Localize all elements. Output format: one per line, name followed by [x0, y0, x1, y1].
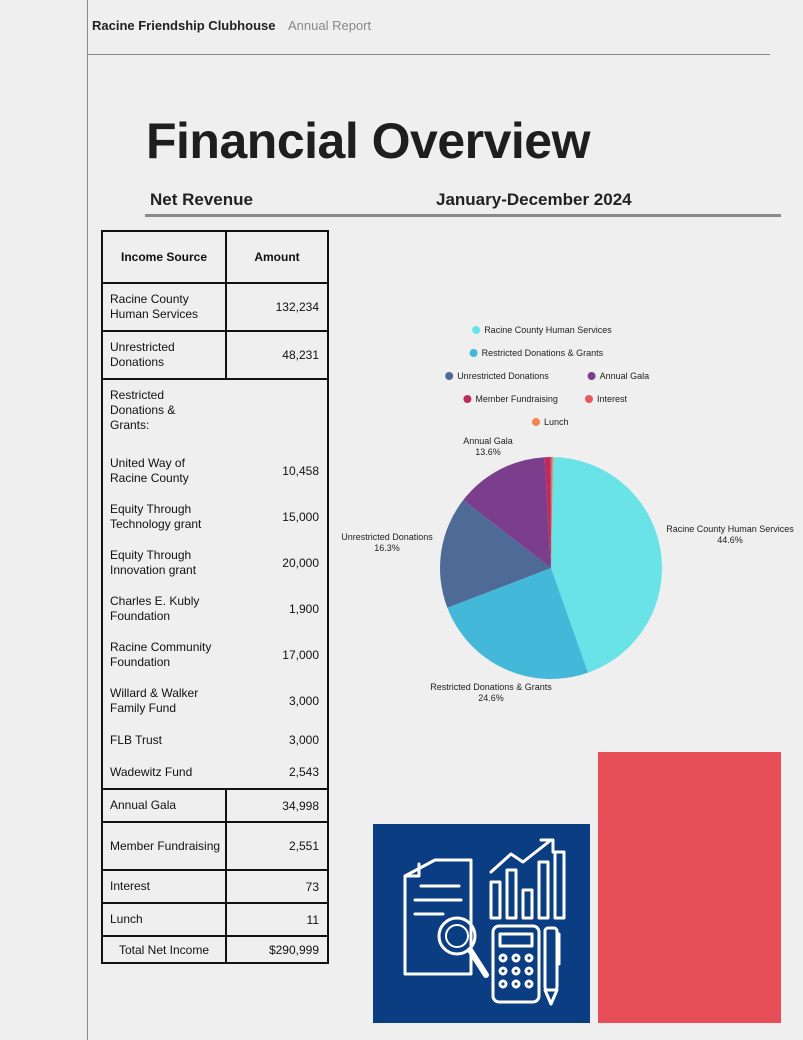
source-cell: Equity Through Innovation grant: [102, 540, 226, 586]
revenue-pie-chart: [330, 318, 803, 718]
source-cell: Racine County Human Services: [102, 283, 226, 331]
amount-cell: 3,000: [226, 724, 328, 756]
legend-marker: [588, 372, 596, 380]
table-row: [102, 632, 328, 678]
total-amount: $290,999: [226, 936, 328, 963]
amount-cell: 73: [226, 870, 328, 903]
legend-label: Racine County Human Services: [484, 325, 612, 335]
legend-label: Member Fundraising: [475, 394, 558, 404]
amount-cell: 3,000: [226, 678, 328, 724]
slice-label-name: Annual Gala: [463, 436, 513, 446]
legend-marker: [585, 395, 593, 403]
income-table: [101, 230, 329, 964]
slice-label-name: Racine County Human Services: [666, 524, 794, 534]
section-title: Net Revenue: [150, 190, 253, 209]
table-header-row: [102, 231, 328, 283]
table-row: [102, 448, 328, 494]
source-cell: Charles E. Kubly Foundation: [102, 586, 226, 632]
slice-label-percent: 24.6%: [478, 693, 504, 703]
source-cell: Racine Community Foundation: [102, 632, 226, 678]
legend-label: Lunch: [544, 417, 569, 427]
amount-cell: 20,000: [226, 540, 328, 586]
column-header-source: Income Source: [102, 231, 226, 283]
legend-marker: [445, 372, 453, 380]
total-row: [102, 936, 328, 963]
legend-label: Annual Gala: [599, 371, 650, 381]
table-row: [102, 789, 328, 822]
restricted-heading-cell: [102, 379, 328, 448]
amount-cell: 48,231: [226, 331, 328, 379]
legend-marker: [472, 326, 480, 334]
source-cell: Interest: [102, 870, 226, 903]
table-row: [102, 903, 328, 936]
amount-cell: 2,551: [226, 822, 328, 870]
header-divider: [87, 54, 770, 55]
report-analytics-icon: [373, 824, 590, 1023]
legend-label: Restricted Donations & Grants: [481, 348, 604, 358]
legend-label: Interest: [597, 394, 628, 404]
slice-label-name: Unrestricted Donations: [341, 532, 433, 542]
table-row: [102, 822, 328, 870]
table-row: [102, 379, 328, 448]
table-row: [102, 586, 328, 632]
slice-label-name: Restricted Donations & Grants: [430, 682, 552, 692]
amount-cell: 11: [226, 903, 328, 936]
table-row: [102, 724, 328, 756]
legend-marker: [463, 395, 471, 403]
amount-cell: 15,000: [226, 494, 328, 540]
legend-marker: [470, 349, 478, 357]
source-cell: Lunch: [102, 903, 226, 936]
section-divider: [145, 214, 781, 217]
source-cell: Unrestricted Donations: [102, 331, 226, 379]
table-row: [102, 540, 328, 586]
total-label: Total Net Income: [102, 936, 226, 963]
source-cell: Equity Through Technology grant: [102, 494, 226, 540]
source-cell: FLB Trust: [102, 724, 226, 756]
margin-rule: [87, 0, 88, 1040]
page-title: Financial Overview: [146, 113, 590, 169]
table-row: [102, 283, 328, 331]
amount-cell: 2,543: [226, 756, 328, 789]
source-cell: Wadewitz Fund: [102, 756, 226, 789]
decorative-red-block: [598, 752, 781, 1023]
source-cell: United Way of Racine County: [102, 448, 226, 494]
slice-label-percent: 16.3%: [374, 543, 400, 553]
amount-cell: 17,000: [226, 632, 328, 678]
restricted-heading: Restricted Donations & Grants:: [110, 388, 176, 432]
legend-marker: [532, 418, 540, 426]
table-row: [102, 331, 328, 379]
legend-label: Unrestricted Donations: [457, 371, 549, 381]
amount-cell: 132,234: [226, 283, 328, 331]
header-doc-type: Annual Report: [288, 18, 372, 33]
amount-cell: 10,458: [226, 448, 328, 494]
table-row: [102, 494, 328, 540]
header-org-name: Racine Friendship Clubhouse: [92, 18, 276, 33]
amount-cell: 1,900: [226, 586, 328, 632]
table-row: [102, 870, 328, 903]
table-row: [102, 756, 328, 789]
slice-label-percent: 13.6%: [475, 447, 501, 457]
section-period: January-December 2024: [436, 190, 632, 209]
table-row: [102, 678, 328, 724]
source-cell: Member Fundraising: [102, 822, 226, 870]
amount-cell: 34,998: [226, 789, 328, 822]
slice-label-percent: 44.6%: [717, 535, 743, 545]
source-cell: Annual Gala: [102, 789, 226, 822]
source-cell: Willard & Walker Family Fund: [102, 678, 226, 724]
column-header-amount: Amount: [226, 231, 328, 283]
